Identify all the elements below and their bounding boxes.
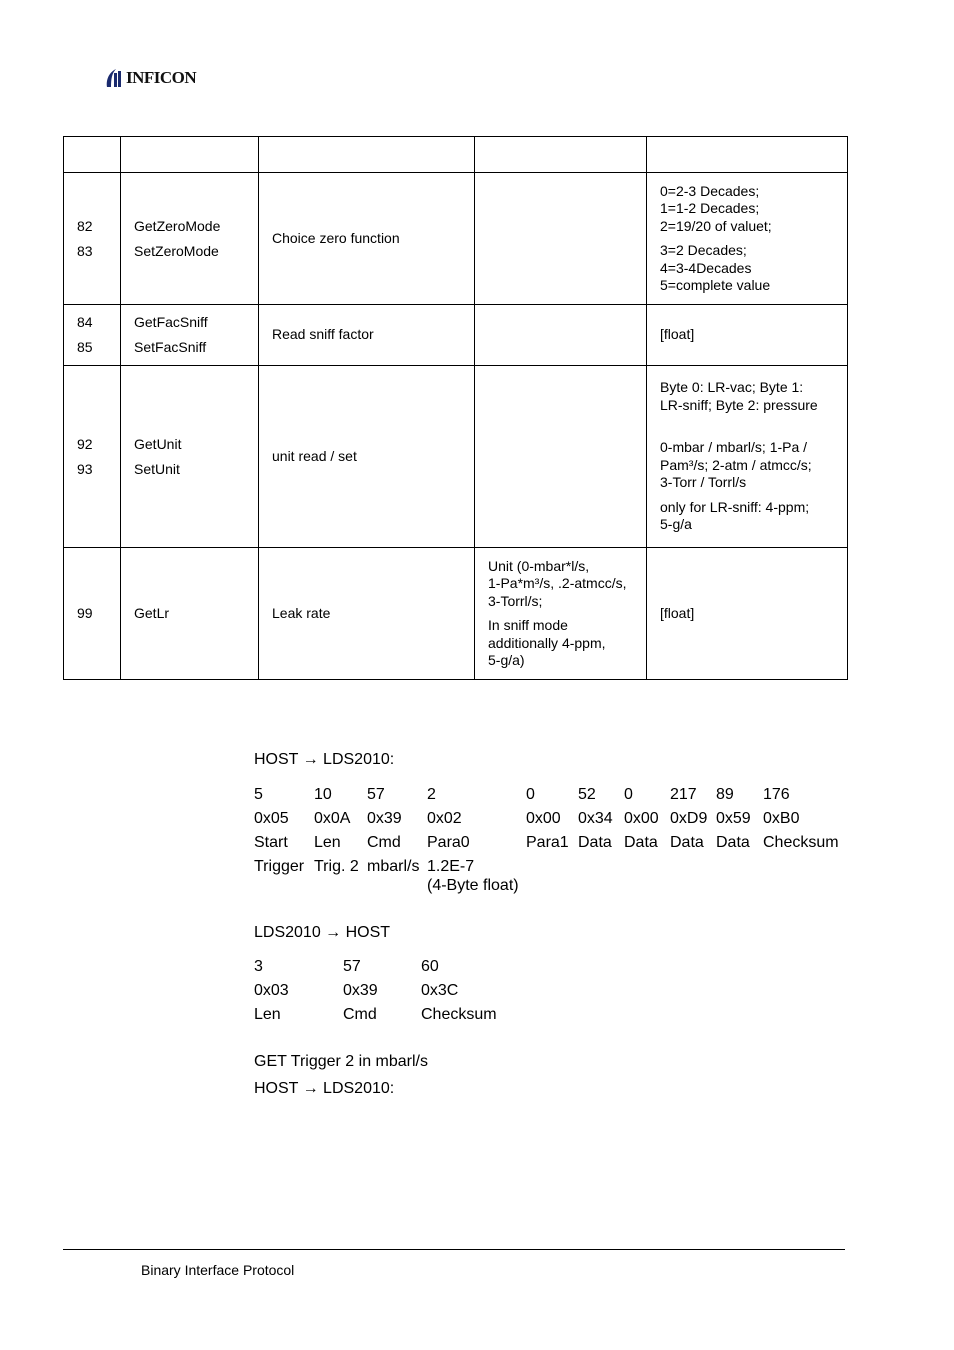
command-number-cell [64, 366, 121, 548]
logo-text: INFICON [126, 68, 197, 87]
data-line: Byte 0: LR-vac; Byte 1: [660, 379, 804, 396]
example3-title: GET Trigger 2 in mbarl/s [254, 1053, 428, 1070]
byte-hex: 0x39 [367, 810, 402, 827]
data-line: 5-g/a [660, 516, 692, 533]
byte-decimal: 52 [578, 786, 596, 803]
data-cell [647, 173, 848, 305]
parameter-cell [475, 173, 647, 305]
command-number: 85 [77, 339, 93, 355]
parameter-line: 5-g/a) [488, 652, 525, 668]
byte-decimal: 176 [763, 786, 790, 803]
command-name: GetZeroMode [134, 217, 221, 234]
parameter-line: additionally 4-ppm, [488, 634, 606, 651]
command-name: SetZeroMode [134, 242, 219, 259]
parameter-line: In sniff mode [488, 617, 568, 633]
example1-label: HOST → LDS2010: [254, 751, 395, 768]
description-cell: Read sniff factor [259, 305, 475, 366]
command-number: 83 [77, 242, 93, 259]
data-cell [647, 366, 848, 548]
float-note: (4-Byte float) [427, 877, 519, 894]
command-name: GetFacSniff [134, 314, 208, 330]
byte-hex: 0x39 [343, 982, 378, 999]
data-line: only for LR-sniff: 4-ppm; [660, 498, 810, 515]
header-cell [647, 137, 848, 173]
command-table [63, 136, 848, 680]
byte-field: Checksum [763, 834, 839, 851]
data-line: Pam³/s; 2-atm / atmcc/s; [660, 456, 812, 473]
data-cell: [float] [647, 548, 848, 680]
data-line: 2=19/20 of valuet; [660, 217, 772, 234]
header-cell [64, 137, 121, 173]
command-name: GetUnit [134, 435, 182, 452]
byte-field: Data [716, 834, 750, 851]
byte-decimal: 0 [624, 786, 633, 803]
byte-field: Checksum [421, 1006, 497, 1023]
byte-meaning: Trig. 2 [314, 858, 359, 875]
example2-label: LDS2010 → HOST [254, 924, 391, 941]
command-number: 82 [77, 217, 93, 234]
byte-field: Len [314, 834, 341, 851]
byte-hex: 0x59 [716, 810, 751, 827]
byte-meaning: mbarl/s [367, 858, 420, 875]
command-name-cell [121, 173, 259, 305]
byte-meaning: Trigger [254, 858, 305, 875]
data-line: LR-sniff; Byte 2: pressure [660, 396, 818, 413]
byte-hex: 0x03 [254, 982, 289, 999]
parameter-line: Unit (0-mbar*l/s, [488, 557, 590, 574]
header-cell [475, 137, 647, 173]
description-cell: Leak rate [259, 548, 475, 680]
byte-decimal: 3 [254, 958, 263, 975]
description-cell: unit read / set [259, 366, 475, 548]
command-number: 84 [77, 314, 93, 330]
byte-hex: 0x05 [254, 810, 289, 827]
command-name-cell [121, 305, 259, 366]
inficon-swoosh-icon [104, 67, 124, 89]
byte-hex: 0x02 [427, 810, 462, 827]
parameter-cell [475, 366, 647, 548]
header-cell [121, 137, 259, 173]
byte-field: Para1 [526, 834, 569, 851]
command-name: SetUnit [134, 460, 180, 477]
data-line: 0=2-3 Decades; [660, 182, 760, 199]
byte-hex: 0x00 [624, 810, 659, 827]
byte-decimal: 57 [343, 958, 361, 975]
command-name: SetFacSniff [134, 339, 207, 355]
data-line: 1=1-2 Decades; [660, 200, 760, 216]
command-name-cell: GetLr [121, 548, 259, 680]
command-number-cell: 99 [64, 548, 121, 680]
byte-hex: 0x0A [314, 810, 351, 827]
byte-hex: 0xB0 [763, 810, 800, 827]
command-number-cell [64, 305, 121, 366]
table-row [64, 305, 848, 366]
parameter-cell [475, 548, 647, 680]
byte-field: Cmd [343, 1006, 377, 1023]
byte-decimal: 0 [526, 786, 535, 803]
table-header-row [64, 137, 848, 173]
parameter-cell [475, 305, 647, 366]
command-number: 93 [77, 460, 93, 477]
byte-field: Data [670, 834, 704, 851]
byte-decimal: 57 [367, 786, 385, 803]
footer-text: Binary Interface Protocol [141, 1262, 295, 1278]
data-line: 5=complete value [660, 277, 771, 293]
table-row [64, 173, 848, 305]
byte-field: Len [254, 1006, 281, 1023]
byte-decimal: 89 [716, 786, 734, 803]
byte-field: Data [624, 834, 658, 851]
byte-decimal: 2 [427, 786, 436, 803]
example3-label: HOST → LDS2010: [254, 1080, 395, 1097]
byte-hex: 0x00 [526, 810, 561, 827]
data-line: 0-mbar / mbarl/s; 1-Pa / [660, 439, 808, 456]
byte-decimal: 60 [421, 958, 439, 975]
byte-hex: 0x34 [578, 810, 613, 827]
command-number-cell [64, 173, 121, 305]
data-line: 3-Torr / Torrl/s [660, 474, 747, 491]
byte-hex: 0xD9 [670, 810, 708, 827]
table-row [64, 548, 848, 680]
footer-divider [63, 1249, 845, 1250]
byte-field: Para0 [427, 834, 470, 851]
data-line: 3=2 Decades; [660, 242, 747, 258]
data-cell: [float] [647, 305, 848, 366]
byte-hex: 0x3C [421, 982, 459, 999]
byte-decimal: 10 [314, 786, 332, 803]
command-number: 92 [77, 435, 93, 452]
inficon-logo [104, 66, 196, 90]
byte-decimal: 217 [670, 786, 697, 803]
command-name-cell [121, 366, 259, 548]
header-cell [259, 137, 475, 173]
byte-field: Cmd [367, 834, 401, 851]
data-line: 4=3-4Decades [660, 259, 752, 276]
table-row [64, 366, 848, 548]
parameter-line: 3-Torrl/s; [488, 592, 543, 609]
parameter-line: 1-Pa*m³/s, .2-atmcc/s, [488, 575, 627, 591]
byte-field: Data [578, 834, 612, 851]
description-cell: Choice zero function [259, 173, 475, 305]
byte-decimal: 5 [254, 786, 263, 803]
byte-field: Start [254, 834, 288, 851]
byte-meaning: 1.2E-7 [427, 858, 475, 875]
